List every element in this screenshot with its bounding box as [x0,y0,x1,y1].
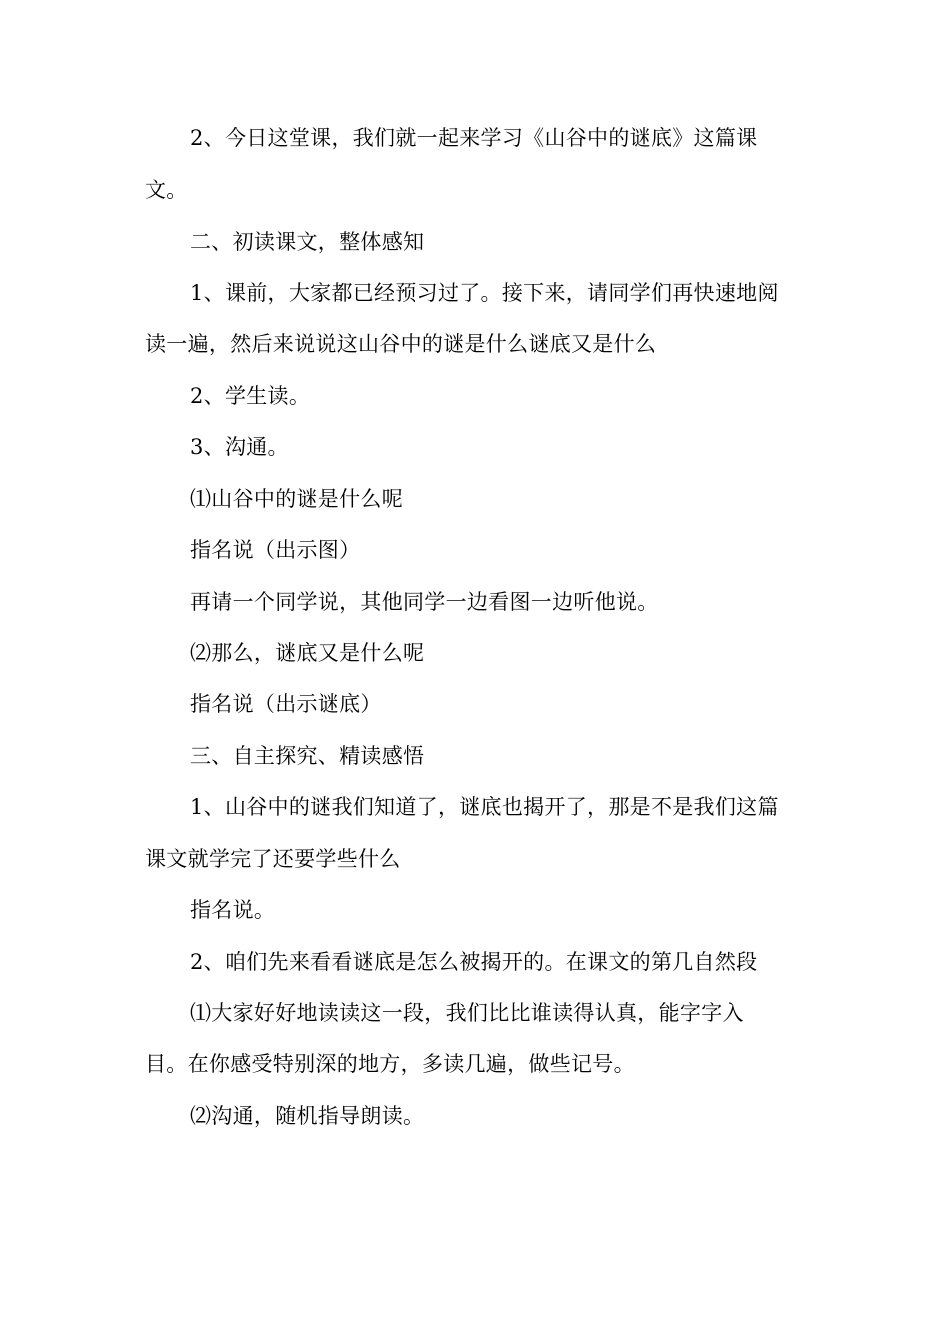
paragraph-line: 指名说。 [190,898,276,922]
paragraph-line: 目。在你感受特别深的地方，多读几遍，做些记号。 [145,1052,635,1076]
paragraph-line: 1、山谷中的谜我们知道了，谜底也揭开了，那是不是我们这篇 [190,795,779,819]
section-heading: 二、初读课文，整体感知 [190,230,425,254]
paragraph-line: 2、今日这堂课，我们就一起来学习《山谷中的谜底》这篇课 [190,126,758,150]
paragraph-line: 2、咱们先来看看谜底是怎么被揭开的。在课文的第几自然段 [190,950,758,974]
paragraph-line: 读一遍，然后来说说这山谷中的谜是什么谜底又是什么 [145,332,657,356]
paragraph-line: 3、沟通。 [190,435,289,459]
paragraph-line: ⑴山谷中的谜是什么呢 [190,487,403,511]
paragraph-line: 指名说（出示谜底） [190,692,382,716]
paragraph-line: ⑵沟通，随机指导朗读。 [190,1104,425,1128]
paragraph-line: ⑵那么，谜底又是什么呢 [190,641,425,665]
paragraph-line: 1、课前，大家都已经预习过了。接下来，请同学们再快速地阅 [190,281,779,305]
paragraph-line: 文。 [145,178,188,202]
paragraph-line: 2、学生读。 [190,384,311,408]
paragraph-line: 再请一个同学说，其他同学一边看图一边听他说。 [190,590,659,614]
paragraph-line: ⑴大家好好地读读这一段，我们比比谁读得认真，能字字入 [190,1001,744,1025]
paragraph-line: 课文就学完了还要学些什么 [145,847,401,871]
paragraph-line: 指名说（出示图） [190,538,361,562]
section-heading: 三、自主探究、精读感悟 [190,744,425,768]
